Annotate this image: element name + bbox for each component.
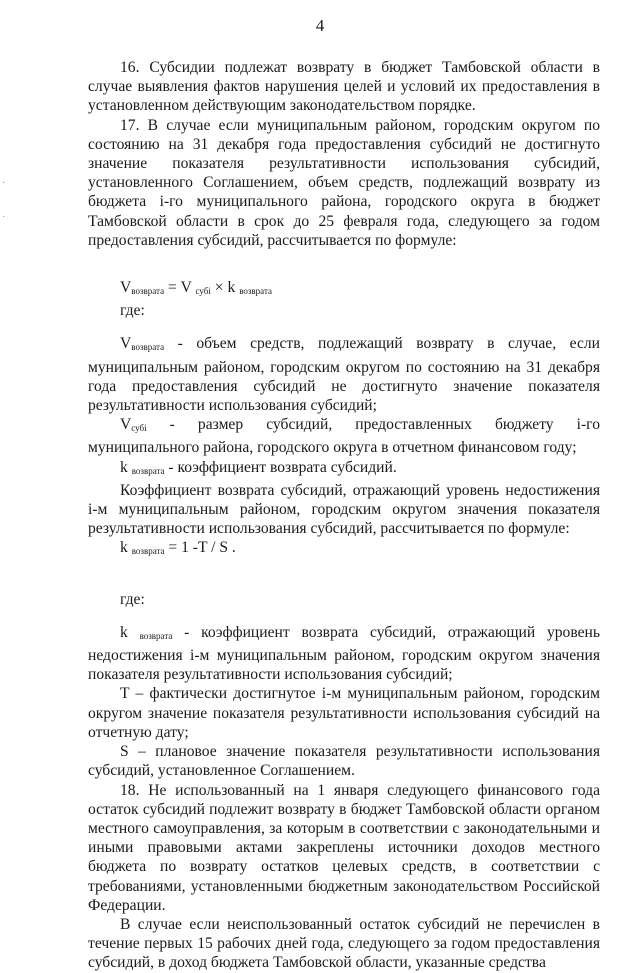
paragraph-17: 17. В случае если муниципальным районом, городским округом по состоянию на 31 декабря года предоставления субсидий не достигнуто значение показателя результативности использования субсидий, установленного Соглашением, объем средств, подлежащий возврату из бюджета i-го муниципального района, городского округа в бюджет Тамбовской области в срок до 25 февраля года, следующего за годом предоставления субсидий, рассчитывается по формуле: — [88, 116, 600, 249]
definition-k-coefficient: k $_{возврата}$ - коэффициент возврата субсидий, отражающий уровень недостижения i-м муниципальным районом, городским округом значения показателя результативности использования субсидий; — [88, 623, 600, 684]
where-label: где: — [120, 302, 145, 320]
definition-s: S – плановое значение показателя результативности использования субсидий, установленное Соглашением. — [88, 743, 600, 780]
paragraph-final: В случае если неиспользованный остаток субсидий не перечислен в течение первых 15 рабочих дней года, следующего за годом предоставления субсидий, в доход бюджета Тамбовской области, указанные средства — [88, 915, 600, 972]
paragraph-16: 16. Субсидии подлежат возврату в бюджет Тамбовской области в случае выявления фактов нарушения целей и условий их предоставления в установленном действующим законодательством порядке. — [88, 59, 600, 115]
page-number: 4 — [315, 16, 325, 35]
document-body — [88, 58, 600, 973]
formula-coefficient: k $_{возврата}$ = 1 -T / S . — [120, 539, 236, 557]
where-label: где: — [120, 590, 145, 608]
paragraph-18: 18. Не использованный на 1 января следующего финансового года остаток субсидий подлежит возврату в бюджет Тамбовской области органом местного самоуправления, за которым в соответствии с законодательными и иными правовыми актами закреплены источники доходов местного бюджета по возврату остатков целевых средств, в соответствии с требованиями, установленными бюджетным законодательством Российской Федерации. — [88, 781, 600, 914]
scan-margin-mark: · — [2, 212, 6, 223]
definition-v-subi: $V_{субi}$ - размер субсидий, предоставленных бюджету i-го муниципального района, городского округа в отчетном финансовом году; — [88, 416, 600, 457]
definition-k-vozvrata: k $_{возврата}$ - коэффициент возврата субсидий. — [120, 458, 397, 476]
scan-margin-mark: · — [2, 178, 6, 189]
definition-t: T – фактически достигнутое i-м муниципальным районом, городским округом значение показателя результативности использования субсидий на отчетную дату; — [88, 685, 600, 741]
formula-volume-return: $V_{возврата} = V$ $_{субi}$ × k $_{возврата}$ — [120, 279, 272, 297]
paragraph-coefficient: Коэффициент возврата субсидий, отражающий уровень недостижения i-м муниципальным районом, городским округом значения показателя результативности использования субсидий, рассчитывается по формуле: — [88, 481, 600, 538]
definition-v-vozvrata: $V_{возврата}$ - объем средств, подлежащий возврату в случае, если муниципальным районом, городским округом по состоянию на 31 декабря года предоставления субсидий не достигнуто значение показателя результативности использования субсидий; — [88, 335, 600, 415]
